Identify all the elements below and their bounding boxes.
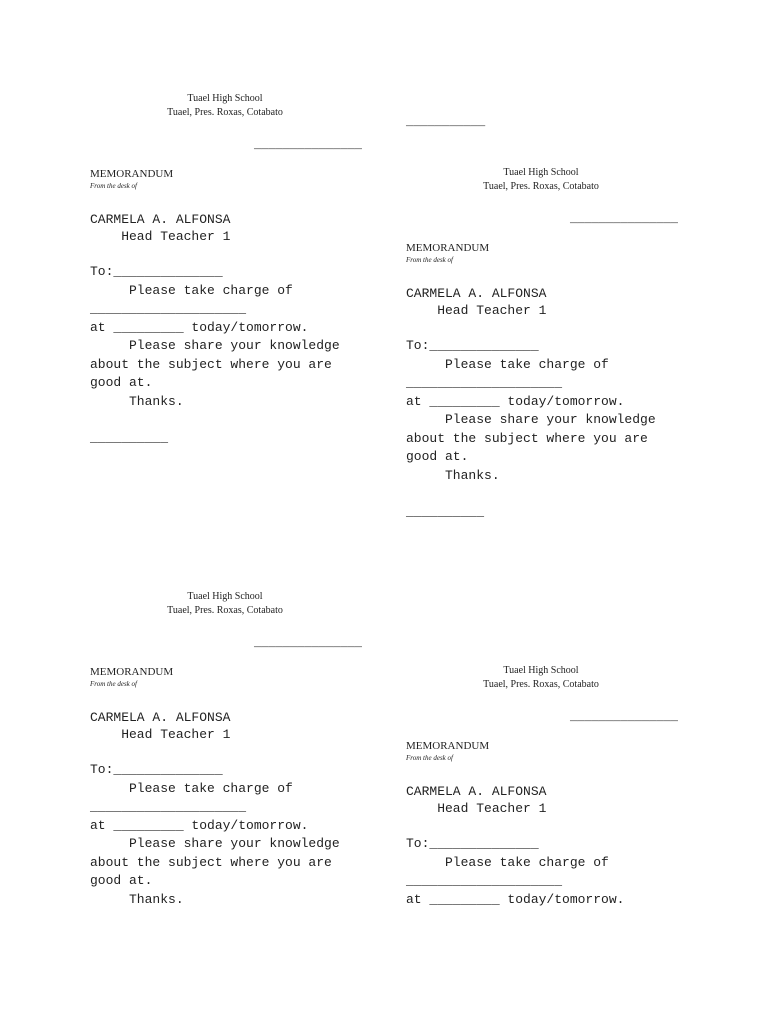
date-line: _______________ [253, 138, 362, 152]
sender-position: Head Teacher 1 [406, 302, 547, 318]
time-line: at _________ today/tomorrow. [90, 817, 309, 833]
sender-name: CARMELA A. ALFONSA [90, 212, 231, 227]
school-address: Tuael, Pres. Roxas, Cotabato [167, 605, 283, 616]
share-line: Please share your knowledge [90, 836, 340, 851]
thanks-line: Thanks. [406, 467, 500, 483]
school-address: Tuael, Pres. Roxas, Cotabato [483, 181, 599, 192]
school-name: Tuael High School [503, 665, 579, 676]
memo-title: MEMORANDUM [90, 666, 174, 678]
sender-name: CARMELA A. ALFONSA [90, 710, 231, 725]
about-line: about the subject where you are [406, 430, 648, 446]
from-desk: From the desk of [90, 680, 137, 688]
memo-top-left [90, 92, 390, 448]
top-blank-line: ___________ [406, 115, 486, 129]
signature-line: __________ [90, 430, 169, 445]
sender-name: CARMELA A. ALFONSA [406, 784, 547, 799]
memo-header [406, 166, 676, 194]
school-name: Tuael High School [503, 167, 579, 178]
sender-position: Head Teacher 1 [90, 726, 231, 742]
school-address: Tuael, Pres. Roxas, Cotabato [483, 679, 599, 690]
memo-bottom-right [406, 664, 706, 909]
memo-header [406, 664, 676, 692]
take-charge-line: Please take charge of [90, 282, 293, 298]
school-address: Tuael, Pres. Roxas, Cotabato [167, 107, 283, 118]
date-line: _______________ [569, 710, 678, 724]
sender-position: Head Teacher 1 [90, 228, 231, 244]
to-line: To:______________ [90, 264, 223, 279]
time-line: at _________ today/tomorrow. [90, 319, 309, 335]
good-at-line: good at. [90, 873, 153, 888]
sender-name: CARMELA A. ALFONSA [406, 286, 547, 301]
memo-title: MEMORANDUM [406, 242, 490, 254]
time-line: at _________ today/tomorrow. [406, 393, 625, 409]
good-at-line: good at. [90, 375, 153, 390]
memo-top-right [406, 166, 706, 522]
take-charge-line: Please take charge of [90, 780, 293, 796]
memo-header [90, 590, 360, 618]
school-name: Tuael High School [187, 93, 263, 104]
from-desk: From the desk of [90, 182, 137, 190]
from-desk: From the desk of [406, 754, 453, 762]
share-line: Please share your knowledge [90, 338, 340, 353]
subject-blank-line: ____________________ [90, 301, 247, 316]
good-at-line: good at. [406, 449, 469, 464]
subject-blank-line: ____________________ [406, 375, 563, 390]
subject-blank-line: ____________________ [90, 799, 247, 814]
memo-title: MEMORANDUM [90, 168, 174, 180]
school-name: Tuael High School [187, 591, 263, 602]
date-line: _______________ [253, 636, 362, 650]
to-line: To:______________ [90, 762, 223, 777]
subject-blank-line: ____________________ [406, 873, 563, 888]
memo-title: MEMORANDUM [406, 740, 490, 752]
signature-line: __________ [406, 504, 485, 519]
take-charge-line: Please take charge of [406, 854, 609, 870]
memo-bottom-left [90, 590, 390, 909]
take-charge-line: Please take charge of [406, 356, 609, 372]
thanks-line: Thanks. [90, 393, 184, 409]
date-line: _______________ [569, 212, 678, 226]
memo-header [90, 92, 360, 120]
share-line: Please share your knowledge [406, 412, 656, 427]
about-line: about the subject where you are [90, 854, 332, 870]
thanks-line: Thanks. [90, 891, 184, 907]
time-line: at _________ today/tomorrow. [406, 891, 625, 907]
from-desk: From the desk of [406, 256, 453, 264]
sender-position: Head Teacher 1 [406, 800, 547, 816]
about-line: about the subject where you are [90, 356, 332, 372]
to-line: To:______________ [406, 338, 539, 353]
to-line: To:______________ [406, 836, 539, 851]
